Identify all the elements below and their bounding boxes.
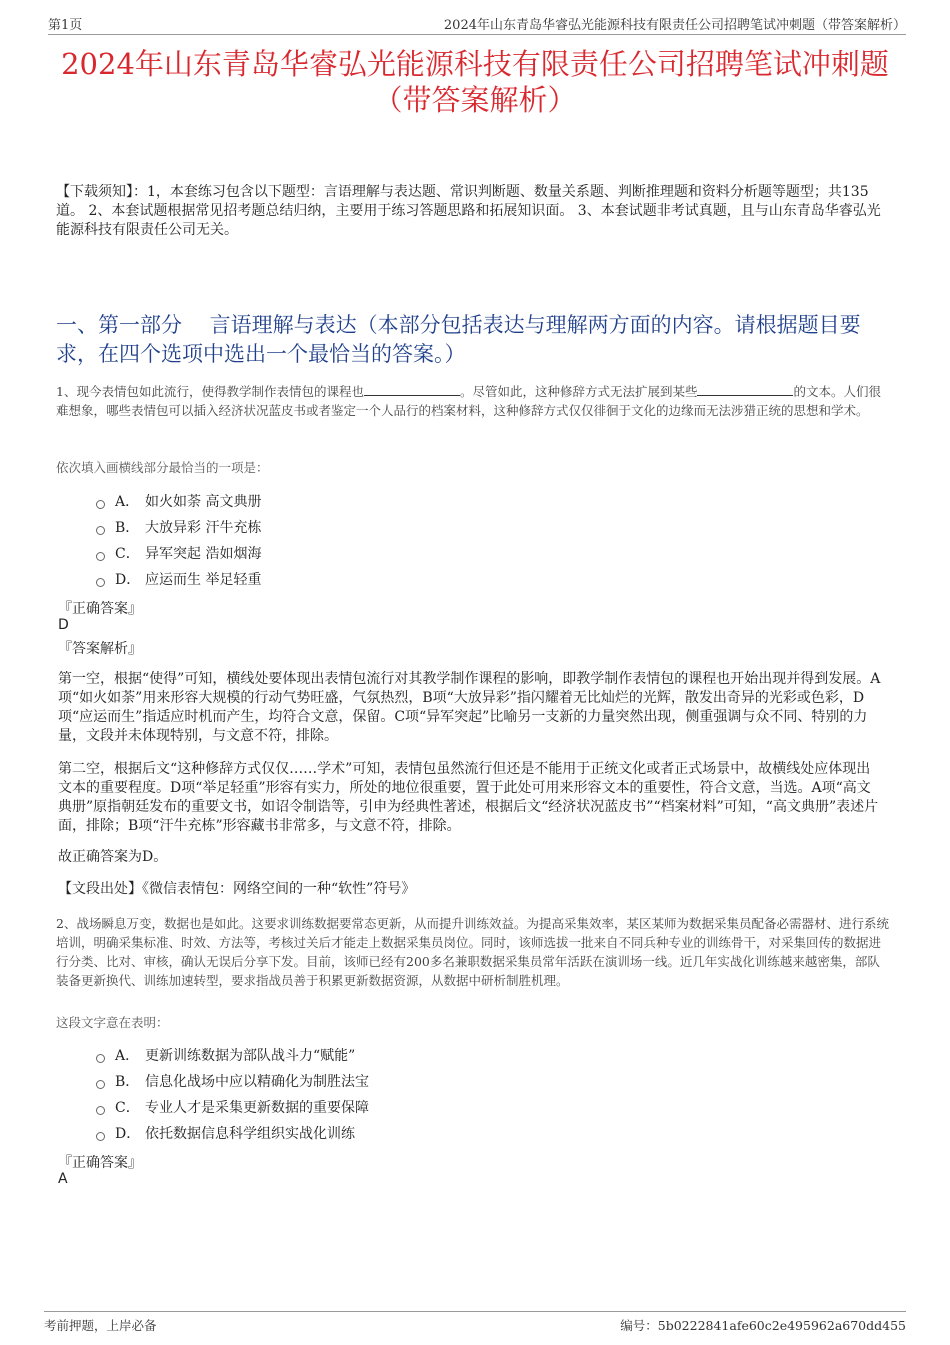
q1-source: 【文段出处】《微信表情包：网络空间的一种“软性”符号》	[58, 881, 416, 897]
q2-prompt: 这段文字意在表明：	[56, 1015, 169, 1030]
q1-analysis-label: 『答案解析』	[58, 641, 142, 657]
q1-part3: 的文本。人们很难想象，哪些表情包可以插入经济状况蓝皮书或者鉴定一个人品行的档案材料，这种修辞方式仅仅徘徊于文化的边缘而无法涉猎正统的思想和学术。	[56, 384, 881, 418]
q2-answer-label: 『正确答案』	[58, 1155, 142, 1171]
q2-answer: A	[58, 1171, 68, 1187]
q2-option-c[interactable]: C． 专业人才是采集更新数据的重要保障	[96, 1094, 369, 1120]
section-heading: 一、第一部分 言语理解与表达（本部分包括表达与理解两方面的内容。请根据题目要求，在四个选项中选出一个最恰当的答案。）	[56, 313, 861, 366]
radio-icon[interactable]	[96, 1080, 105, 1089]
question-1-text	[56, 382, 890, 420]
radio-icon[interactable]	[96, 1054, 105, 1063]
q1-conclusion: 故正确答案为D。	[58, 849, 168, 865]
blank-1	[364, 383, 460, 396]
q2-options	[96, 1042, 369, 1146]
radio-icon[interactable]	[96, 526, 105, 535]
q1-part1: 1、现今表情包如此流行，使得教学制作表情包的课程也	[56, 384, 364, 399]
q2-option-d[interactable]: D． 依托数据信息科学组织实战化训练	[96, 1120, 369, 1146]
radio-icon[interactable]	[96, 1132, 105, 1141]
q1-option-a[interactable]: A． 如火如荼 高文典册	[96, 488, 261, 514]
download-notice: 【下载须知】：1，本套练习包含以下题型：言语理解与表达题、常识判断题、数量关系题、判断推理题和资料分析题等题型；共135道。 2、本套试题根据常见招考题总结归纳，主要用于练习答题思路和拓展知识面。 3、本套试题非考试真题，且与山东青岛华睿弘光能源科技有限责任公司无关。	[56, 184, 881, 238]
q1-analysis-1: 第一空，根据“使得”可知，横线处要体现出表情包流行对其教学制作课程的影响，即教学制作表情包的课程也开始出现并得到发展。A项“如火如荼”用来形容大规模的行动气势旺盛，气氛热烈，B项“大放异彩”指闪耀着无比灿烂的光辉，散发出奇异的光彩或色彩，D项“应运而生”指适应时机而产生，均符合文意，保留。C项“异军突起”比喻另一支新的力量突然出现，侧重强调与众不同、特别的力量，文段并未体现特别，与文意不符，排除。	[58, 671, 881, 744]
q1-option-d[interactable]: D． 应运而生 举足轻重	[96, 566, 261, 592]
page-footer	[44, 1311, 906, 1334]
header-doc-title: 2024年山东青岛华睿弘光能源科技有限责任公司招聘笔试冲刺题（带答案解析）	[443, 18, 906, 33]
q2-option-b[interactable]: B． 信息化战场中应以精确化为制胜法宝	[96, 1068, 369, 1094]
question-2-text: 2、战场瞬息万变，数据也是如此。这要求训练数据要常态更新，从而提升训练效益。为提高采集效率，某区某师为数据采集员配备必需器材、进行系统培训，明确采集标准、时效、方法等，考核过关后才能走上数据采集员岗位。同时，该师选拔一批来自不同兵种专业的训练骨干，对采集回传的数据进行分类、比对、审核，确认无误后分享下发。目前，该师已经有200多名兼职数据采集员常年活跃在演训场一线。近几年实战化训练越来越密集，部队装备更新换代、训练加速转型，要求指战员善于积累更新数据资源，从数据中研析制胜机理。	[56, 916, 889, 988]
document-title: 2024年山东青岛华睿弘光能源科技有限责任公司招聘笔试冲刺题（带答案解析）	[61, 47, 889, 117]
q1-prompt: 依次填入画横线部分最恰当的一项是：	[56, 460, 269, 475]
radio-icon[interactable]	[96, 578, 105, 587]
q1-option-c[interactable]: C． 异军突起 浩如烟海	[96, 540, 261, 566]
page-header	[48, 14, 906, 35]
q2-option-a[interactable]: A． 更新训练数据为部队战斗力“赋能”	[96, 1042, 369, 1068]
q1-answer-label: 『正确答案』	[58, 601, 142, 617]
blank-2	[697, 383, 793, 396]
q1-part2: 。尽管如此，这种修辞方式无法扩展到某些	[459, 384, 698, 399]
radio-icon[interactable]	[96, 500, 105, 509]
q1-analysis-2: 第二空，根据后文“这种修辞方式仅仅……学术”可知，表情包虽然流行但还是不能用于正统文化或者正式场景中，故横线处应体现出文本的重要程度。D项“举足轻重”形容有实力，所处的地位很重要，置于此处可用来形容文本的重要性，符合文意，当选。A项“高文典册”原指朝廷发布的重要文书，如诏令制诰等，引申为经典性著述，根据后文“经济状况蓝皮书”“档案材料”可知，“高文典册”表述片面，排除；B项“汗牛充栋”形容藏书非常多，与文意不符，排除。	[58, 761, 879, 834]
footer-serial: 编号：5b0222841afe60c2e495962a670dd455	[620, 1318, 906, 1333]
radio-icon[interactable]	[96, 1106, 105, 1115]
footer-slogan: 考前押题，上岸必备	[44, 1318, 157, 1333]
q1-answer: D	[58, 617, 69, 633]
q1-options	[96, 488, 261, 592]
q1-option-b[interactable]: B． 大放异彩 汗牛充栋	[96, 514, 261, 540]
page-number: 第1页	[48, 18, 83, 33]
radio-icon[interactable]	[96, 552, 105, 561]
